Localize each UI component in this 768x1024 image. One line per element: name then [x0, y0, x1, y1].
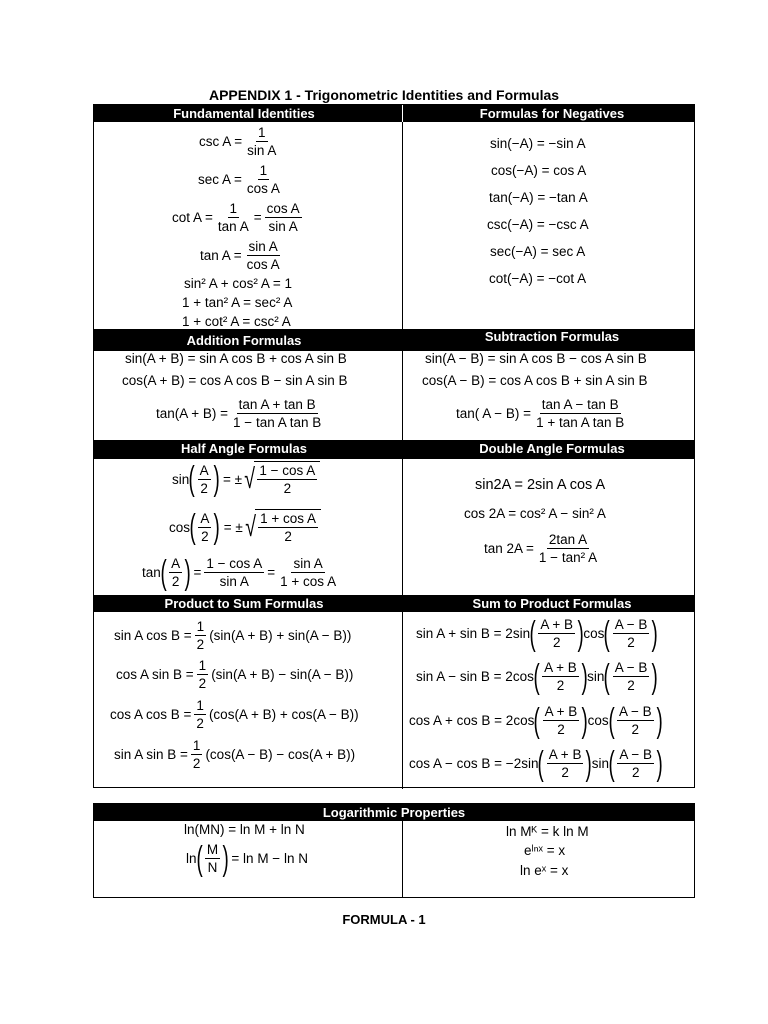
double-angle-cell — [402, 459, 694, 595]
double-tan: tan 2A = $\frac{\text{2tan A}}{\text{1 − tan² A}}$ — [484, 532, 598, 565]
neg-sin: sin(−A) = −sin A — [490, 136, 586, 151]
sub-sin: sin(A − B) = sin A cos B − cos A sin B — [425, 351, 647, 366]
add-cos: cos(A + B) = cos A cos B − sin A sin B — [122, 373, 348, 388]
sum-row: cos A − cos B = −2sin ( $\frac{A + B}{2}$ ) sin ( $\frac{A - B}{2}$ ) — [409, 744, 663, 783]
sum-row: cos A + cos B = 2cos ( $\frac{A + B}{2}$ ) cos ( $\frac{A - B}{2}$ ) — [409, 701, 663, 740]
addition-cell — [94, 351, 402, 439]
negatives-cell — [402, 122, 694, 328]
header-negatives: Formulas for Negatives — [479, 106, 625, 121]
neg-tan: tan(−A) = −tan A — [489, 190, 588, 205]
log-right-cell — [402, 821, 694, 897]
fundamental-cell — [94, 122, 402, 328]
neg-csc: csc(−A) = −csc A — [487, 217, 589, 232]
header-row-2 — [94, 329, 694, 351]
add-sin: sin(A + B) = sin A cos B + cos A sin B — [125, 351, 347, 366]
pythagorean-identity-2: 1 + tan² A = sec² A — [182, 295, 293, 310]
header-product-to-sum: Product to Sum Formulas — [164, 596, 324, 611]
product-row: sin A cos B = $\frac{1}{2}$ (sin(A + B) + sin(A − B)) — [114, 619, 352, 652]
log-power-rule: ln Mᴷ = k ln M — [506, 824, 589, 839]
tan-identity: tan A = $\frac{\text{sin A}}{\text{cos A}}$ — [200, 239, 280, 272]
log-product-rule: ln(MN) = ln M + ln N — [184, 822, 305, 837]
half-sin: sin ( $\frac{A}{2}$ ) = ± √ $\frac{\text{1 − cos A}}{2}$ — [172, 461, 320, 497]
neg-cos: cos(−A) = cos A — [491, 163, 587, 178]
double-cos: cos 2A = cos² A − sin² A — [464, 506, 606, 521]
add-tan: tan(A + B) = $\frac{\text{tan A + tan B}}{\text{1 − tan A tan B}}$ — [156, 397, 322, 430]
product-row: cos A cos B = $\frac{1}{2}$ (cos(A + B) + cos(A − B)) — [110, 698, 359, 731]
sub-tan: tan( A − B) = $\frac{\text{tan A − tan B}}{\text{1 + tan A tan B}}$ — [456, 397, 625, 430]
header-half-angle: Half Angle Formulas — [181, 441, 307, 456]
half-angle-cell — [94, 459, 402, 595]
pythagorean-identity-1: sin² A + cos² A = 1 — [184, 276, 293, 291]
half-cos: cos ( $\frac{A}{2}$ ) = ± √ $\frac{\text{1 + cos A}}{2}$ — [169, 509, 321, 545]
log-left-cell — [94, 821, 402, 897]
csc-identity: csc A = $\frac{1}{\text{sin A}}$ — [199, 125, 277, 158]
page-footer: FORMULA - 1 — [342, 912, 426, 927]
header-addition: Addition Formulas — [186, 333, 302, 348]
sec-identity: sec A = $\frac{1}{\text{cos A}}$ — [198, 163, 280, 196]
sum-row: sin A + sin B = 2sin ( $\frac{A + B}{2}$ ) cos ( $\frac{A - B}{2}$ ) — [416, 614, 659, 653]
header-divider — [402, 105, 403, 122]
neg-sec: sec(−A) = sec A — [490, 244, 586, 259]
double-sin: sin2A = 2sin A cos A — [475, 477, 606, 493]
sum-to-product-cell — [402, 612, 694, 788]
log-properties-table — [93, 803, 695, 898]
trig-formula-table — [93, 104, 695, 788]
ln-exp-identity: ln eˣ = x — [520, 863, 569, 878]
product-to-sum-cell — [94, 612, 402, 788]
exp-ln-identity: eˡⁿˣ = x — [524, 843, 566, 858]
neg-cot: cot(−A) = −cot A — [489, 271, 587, 286]
product-row: cos A sin B = $\frac{1}{2}$ (sin(A + B) − sin(A − B)) — [116, 658, 354, 691]
header-double-angle: Double Angle Formulas — [479, 441, 625, 456]
header-sum-to-product: Sum to Product Formulas — [472, 596, 632, 611]
subtraction-cell — [402, 351, 694, 439]
header-fundamental: Fundamental Identities — [173, 106, 315, 121]
sum-row: sin A − sin B = 2cos ( $\frac{A + B}{2}$ ) sin ( $\frac{A - B}{2}$ ) — [416, 657, 659, 696]
half-tan: tan ( $\frac{A}{2}$ ) = $\frac{\text{1 − cos A}}{\text{sin A}}$ = $\frac{\text{sin A}}{\text{1 + cos A}}$ — [142, 553, 337, 592]
page-title: APPENDIX 1 - Trigonometric Identities and Formulas — [208, 87, 560, 103]
header-row-4 — [94, 595, 694, 612]
product-row: sin A sin B = $\frac{1}{2}$ (cos(A − B) − cos(A + B)) — [114, 738, 356, 771]
log-quotient-rule: ln ( $\frac{M}{N}$ ) = ln M − ln N — [186, 839, 308, 878]
sub-cos: cos(A − B) = cos A cos B + sin A sin B — [422, 373, 648, 388]
pythagorean-identity-3: 1 + cot² A = csc² A — [182, 314, 291, 329]
cot-identity: cot A = $\frac{1}{\text{tan A}}$ = $\frac{\text{cos A}}{\text{sin A}}$ — [172, 201, 300, 234]
header-subtraction: Subtraction Formulas — [484, 329, 620, 344]
header-row-1 — [94, 105, 694, 122]
header-log: Logarithmic Properties — [94, 804, 694, 821]
header-row-3 — [94, 440, 694, 459]
